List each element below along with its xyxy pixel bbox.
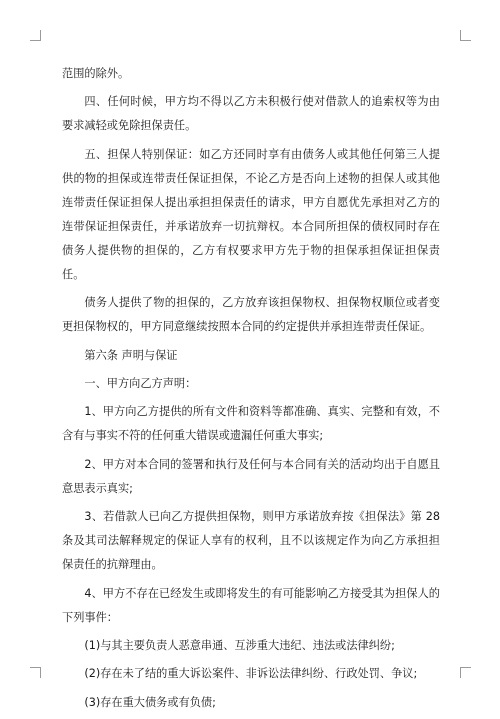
list-item-2: 2、甲方对本合同的签署和执行及任何与本合同有关的活动均出于自愿且意思表示真实; xyxy=(62,457,440,495)
document-body xyxy=(62,62,440,719)
sub-item-3: (3)存在重大债务或有负债; xyxy=(84,695,216,709)
paragraph-declaration-intro: 一、甲方向乙方声明： xyxy=(84,376,197,390)
crop-mark-bottom-left xyxy=(30,667,41,678)
sub-item-1: (1)与其主要负责人恶意串通、互涉重大违纪、违法或法律纠纷; xyxy=(84,638,395,652)
paragraph-clause-4: 四、任何时候，甲方均不得以乙方未积极行使对借款人的追索权等为由要求减轻或免除担保责任。 xyxy=(62,95,440,133)
list-item-3: 3、若借款人已向乙方提供担保物，则甲方承诺放弃按《担保法》第 28 条及其司法解释规定的保证人享有的权利，且不以该规定作为向乙方承担担保责任的抗辩理由。 xyxy=(62,510,440,572)
paragraph-clause-5: 五、担保人特别保证：如乙方还同时享有由债务人或其他任何第三人提供的物的担保或连带责任保证担保，不论乙方是否向上述物的担保人或其他连带责任保证担保人提出承担担保责任的请求，甲方自愿优先承担对乙方的连带保证担保责任，并承诺放弃一切抗辩权。本合同所担保的债权同时存在债务人提供物的担保的，乙方有权要求甲方先于物的担保承担保证担保责任。 xyxy=(62,147,440,281)
crop-mark-top-left xyxy=(30,30,41,41)
list-item-1: 1、甲方向乙方提供的所有文件和资料等都准确、真实、完整和有效，不含有与事实不符的任何重大错误或遗漏任何重大事实; xyxy=(62,405,440,443)
crop-mark-top-right xyxy=(460,30,471,41)
list-item-4: 4、甲方不存在已经发生或即将发生的有可能影响乙方接受其为担保人的下列事件： xyxy=(62,586,440,624)
paragraph-continuation: 范围的除外。 xyxy=(62,67,130,80)
section-heading-article-6: 第六条 声明与保证 xyxy=(84,348,178,362)
paragraph-collateral: 债务人提供了物的担保的，乙方放弃该担保物权、担保物权顺位或者变更担保物权的，甲方同意继续按照本合同的约定提供并承担连带责任保证。 xyxy=(62,296,440,334)
crop-mark-bottom-right xyxy=(460,667,471,678)
sub-item-2: (2)存在未了结的重大诉讼案件、非诉讼法律纠纷、行政处罚、争议; xyxy=(84,667,418,681)
